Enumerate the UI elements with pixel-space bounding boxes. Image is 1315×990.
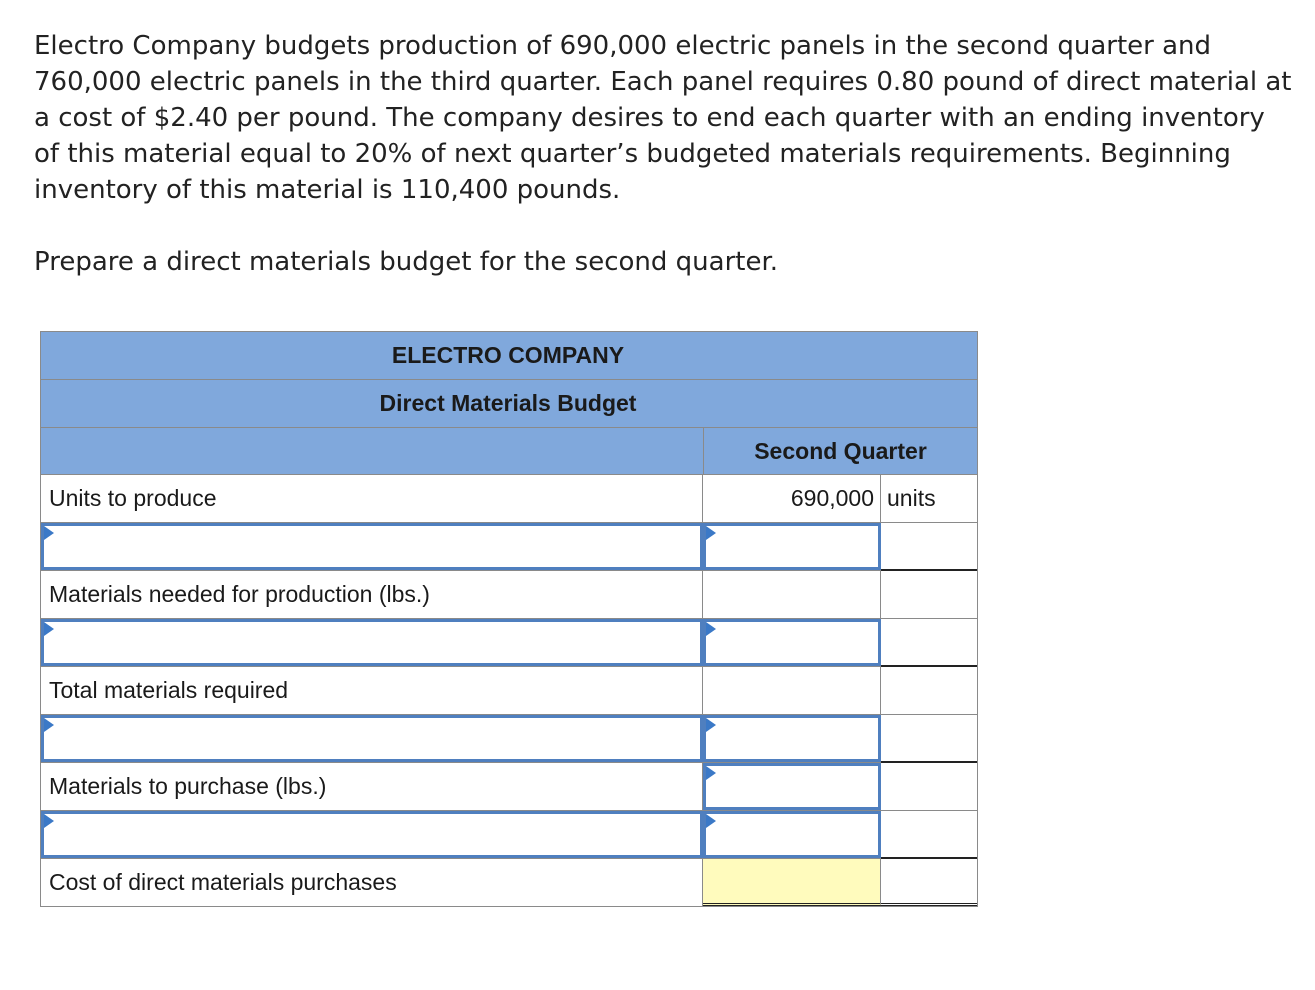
table-row	[40, 667, 978, 715]
value-input-4[interactable]	[703, 811, 881, 858]
problem-statement: Electro Company budgets production of 690,000 electric panels in the second quarter and 760,000 electric panels in the third quarter. Each panel requires 0.80 pound of direct material at a cost of $2.40 per pound. The company desires to end each quarter with an ending inventory of this material equal to 20% of next quarter’s budgeted materials requirements. Beginning inventory of this material is 110,400 pounds.	[34, 31, 1292, 205]
units-to-produce-value: 690,000	[703, 475, 881, 522]
instruction-text: Prepare a direct materials budget for the second quarter.	[34, 247, 779, 277]
table-row	[40, 475, 978, 523]
company-header	[40, 331, 978, 379]
materials-to-purchase-input[interactable]	[703, 763, 881, 810]
value-input-2[interactable]	[703, 619, 881, 666]
table-row	[40, 811, 978, 859]
budget-title: Direct Materials Budget	[379, 390, 637, 416]
dropdown-arrow-icon[interactable]	[44, 526, 54, 540]
row-label-input-4[interactable]	[41, 811, 703, 858]
second-quarter-header: Second Quarter	[754, 437, 927, 464]
row-label-units-to-produce: Units to produce	[41, 475, 703, 522]
dropdown-arrow-icon[interactable]	[706, 526, 716, 540]
materials-needed-value[interactable]	[703, 571, 881, 618]
dropdown-arrow-icon[interactable]	[44, 814, 54, 828]
dropdown-arrow-icon[interactable]	[44, 718, 54, 732]
budget-title-header	[40, 379, 978, 427]
row-label-input-2[interactable]	[41, 619, 703, 666]
row-label-materials-needed: Materials needed for production (lbs.)	[41, 571, 703, 618]
cost-of-purchases-answer[interactable]	[703, 859, 881, 906]
units-label: units	[887, 485, 936, 511]
table-row	[40, 619, 978, 667]
dropdown-arrow-icon[interactable]	[706, 766, 716, 780]
company-name: ELECTRO COMPANY	[391, 342, 625, 368]
value-input-3[interactable]	[703, 715, 881, 762]
total-materials-required-value[interactable]	[703, 667, 881, 714]
table-row	[40, 571, 978, 619]
dropdown-arrow-icon[interactable]	[44, 622, 54, 636]
row-label-input-1[interactable]	[41, 523, 703, 570]
column-header-row	[40, 427, 978, 475]
value-input-1[interactable]	[703, 523, 881, 570]
dropdown-arrow-icon[interactable]	[706, 718, 716, 732]
row-label-materials-to-purchase: Materials to purchase (lbs.)	[41, 763, 703, 810]
row-label-input-3[interactable]	[41, 715, 703, 762]
table-row	[40, 715, 978, 763]
direct-materials-budget-table	[40, 331, 978, 907]
row-label-total-materials-required: Total materials required	[41, 667, 703, 714]
table-row	[40, 523, 978, 571]
table-row	[40, 763, 978, 811]
dropdown-arrow-icon[interactable]	[706, 622, 716, 636]
row-label-cost-of-purchases: Cost of direct materials purchases	[41, 859, 703, 906]
dropdown-arrow-icon[interactable]	[706, 814, 716, 828]
table-row	[40, 859, 978, 907]
